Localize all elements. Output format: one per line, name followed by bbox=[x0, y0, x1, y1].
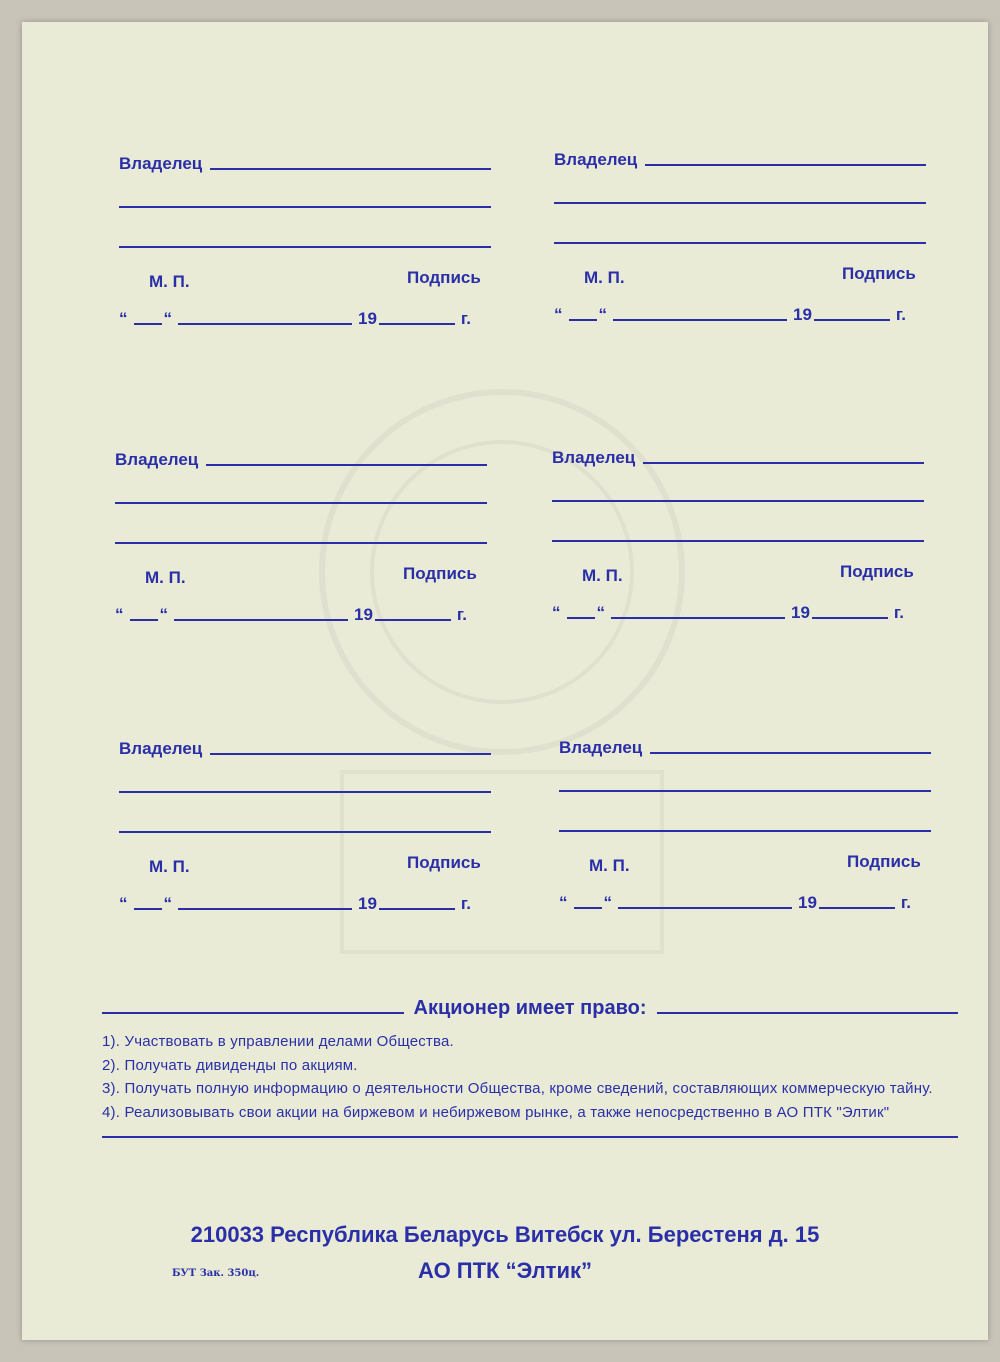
company-name: АО ПТК “Элтик” bbox=[417, 1258, 592, 1283]
owner-label: Владелец bbox=[115, 450, 199, 469]
signature-label: Подпись bbox=[407, 268, 481, 287]
rights-header bbox=[102, 997, 958, 1020]
year-prefix: 19 bbox=[798, 893, 817, 912]
seal-label: М. П. bbox=[582, 566, 623, 585]
rights-rule-left bbox=[102, 1012, 404, 1014]
month-field[interactable] bbox=[174, 619, 348, 621]
share-certificate-back bbox=[22, 22, 988, 1340]
year-suffix: г. bbox=[460, 894, 472, 913]
seal-label: М. П. bbox=[149, 857, 190, 876]
owner-label: Владелец bbox=[554, 150, 638, 169]
signature-label: Подпись bbox=[407, 853, 481, 872]
endorsement-block-1 bbox=[119, 154, 519, 384]
owner-field-line-2[interactable] bbox=[119, 206, 491, 208]
signature-label: Подпись bbox=[403, 564, 477, 583]
owner-label: Владелец bbox=[559, 738, 643, 757]
date-open-quote: “ bbox=[554, 305, 563, 324]
rights-item: 4). Реализовывать свои акции на биржевом и небиржевом рынке, а также непосредственно в АО ПТК "Элтик" bbox=[102, 1103, 890, 1121]
rights-list bbox=[102, 1030, 958, 1124]
year-prefix: 19 bbox=[793, 305, 812, 324]
owner-field-line-2[interactable] bbox=[119, 791, 491, 793]
day-field[interactable] bbox=[134, 323, 162, 325]
date-close-quote: “ bbox=[598, 305, 607, 324]
owner-field[interactable] bbox=[643, 462, 924, 464]
date-close-quote: “ bbox=[596, 603, 605, 622]
owner-field[interactable] bbox=[210, 168, 491, 170]
rights-rule-right bbox=[657, 1012, 959, 1014]
year-prefix: 19 bbox=[354, 605, 373, 624]
owner-field-line-3[interactable] bbox=[115, 542, 487, 544]
year-field[interactable] bbox=[379, 908, 455, 910]
year-field[interactable] bbox=[819, 907, 895, 909]
year-suffix: г. bbox=[456, 605, 468, 624]
date-close-quote: “ bbox=[603, 893, 612, 912]
owner-field-line-3[interactable] bbox=[119, 831, 491, 833]
owner-field[interactable] bbox=[645, 164, 926, 166]
endorsement-block-6 bbox=[559, 738, 959, 968]
seal-label: М. П. bbox=[584, 268, 625, 287]
signature-label: Подпись bbox=[847, 852, 921, 871]
seal-label: М. П. bbox=[145, 568, 186, 587]
date-open-quote: “ bbox=[119, 894, 128, 913]
rights-item: 2). Получать дивиденды по акциям. bbox=[102, 1056, 358, 1074]
month-field[interactable] bbox=[178, 908, 352, 910]
owner-field-line-2[interactable] bbox=[559, 790, 931, 792]
year-suffix: г. bbox=[895, 305, 907, 324]
owner-field-line-3[interactable] bbox=[554, 242, 926, 244]
date-close-quote: “ bbox=[163, 309, 172, 328]
endorsement-block-4 bbox=[552, 448, 952, 678]
endorsement-block-2 bbox=[554, 150, 954, 380]
rights-title: Акционер имеет право: bbox=[413, 997, 647, 1019]
year-field[interactable] bbox=[375, 619, 451, 621]
rights-item: 3). Получать полную информацию о деятельности Общества, кроме сведений, составляющих коммерческую тайну. bbox=[102, 1080, 933, 1097]
endorsement-block-5 bbox=[119, 739, 519, 969]
year-prefix: 19 bbox=[358, 309, 377, 328]
company-address: 210033 Республика Беларусь Витебск ул. Берестеня д. 15 bbox=[190, 1222, 820, 1247]
day-field[interactable] bbox=[569, 319, 597, 321]
endorsement-block-3 bbox=[115, 450, 515, 680]
date-open-quote: “ bbox=[115, 605, 124, 624]
print-note: БУТ Зак. 350ц. bbox=[172, 1268, 260, 1279]
owner-field-line-3[interactable] bbox=[552, 540, 924, 542]
seal-label: М. П. bbox=[149, 272, 190, 291]
owner-label: Владелец bbox=[119, 154, 203, 173]
owner-field-line-2[interactable] bbox=[115, 502, 487, 504]
owner-label: Владелец bbox=[552, 448, 636, 467]
year-field[interactable] bbox=[812, 617, 888, 619]
day-field[interactable] bbox=[134, 908, 162, 910]
owner-field-line-2[interactable] bbox=[554, 202, 926, 204]
year-suffix: г. bbox=[460, 309, 472, 328]
year-prefix: 19 bbox=[791, 603, 810, 622]
signature-label: Подпись bbox=[840, 562, 914, 581]
year-prefix: 19 bbox=[358, 894, 377, 913]
shareholder-rights bbox=[102, 997, 958, 1138]
owner-field-line-3[interactable] bbox=[119, 246, 491, 248]
day-field[interactable] bbox=[130, 619, 158, 621]
owner-label: Владелец bbox=[119, 739, 203, 758]
year-suffix: г. bbox=[893, 603, 905, 622]
owner-field-line-2[interactable] bbox=[552, 500, 924, 502]
owner-field[interactable] bbox=[650, 752, 931, 754]
year-suffix: г. bbox=[900, 893, 912, 912]
month-field[interactable] bbox=[618, 907, 792, 909]
day-field[interactable] bbox=[574, 907, 602, 909]
month-field[interactable] bbox=[613, 319, 787, 321]
seal-label: М. П. bbox=[589, 856, 630, 875]
date-open-quote: “ bbox=[119, 309, 128, 328]
date-open-quote: “ bbox=[559, 893, 568, 912]
date-close-quote: “ bbox=[159, 605, 168, 624]
signature-label: Подпись bbox=[842, 264, 916, 283]
owner-field-line-3[interactable] bbox=[559, 830, 931, 832]
rights-item: 1). Участвовать в управлении делами Общества. bbox=[102, 1033, 454, 1050]
date-open-quote: “ bbox=[552, 603, 561, 622]
owner-field[interactable] bbox=[210, 753, 491, 755]
month-field[interactable] bbox=[611, 617, 785, 619]
month-field[interactable] bbox=[178, 323, 352, 325]
rights-rule-bottom bbox=[102, 1136, 958, 1138]
owner-field[interactable] bbox=[206, 464, 487, 466]
date-close-quote: “ bbox=[163, 894, 172, 913]
day-field[interactable] bbox=[567, 617, 595, 619]
year-field[interactable] bbox=[379, 323, 455, 325]
year-field[interactable] bbox=[814, 319, 890, 321]
